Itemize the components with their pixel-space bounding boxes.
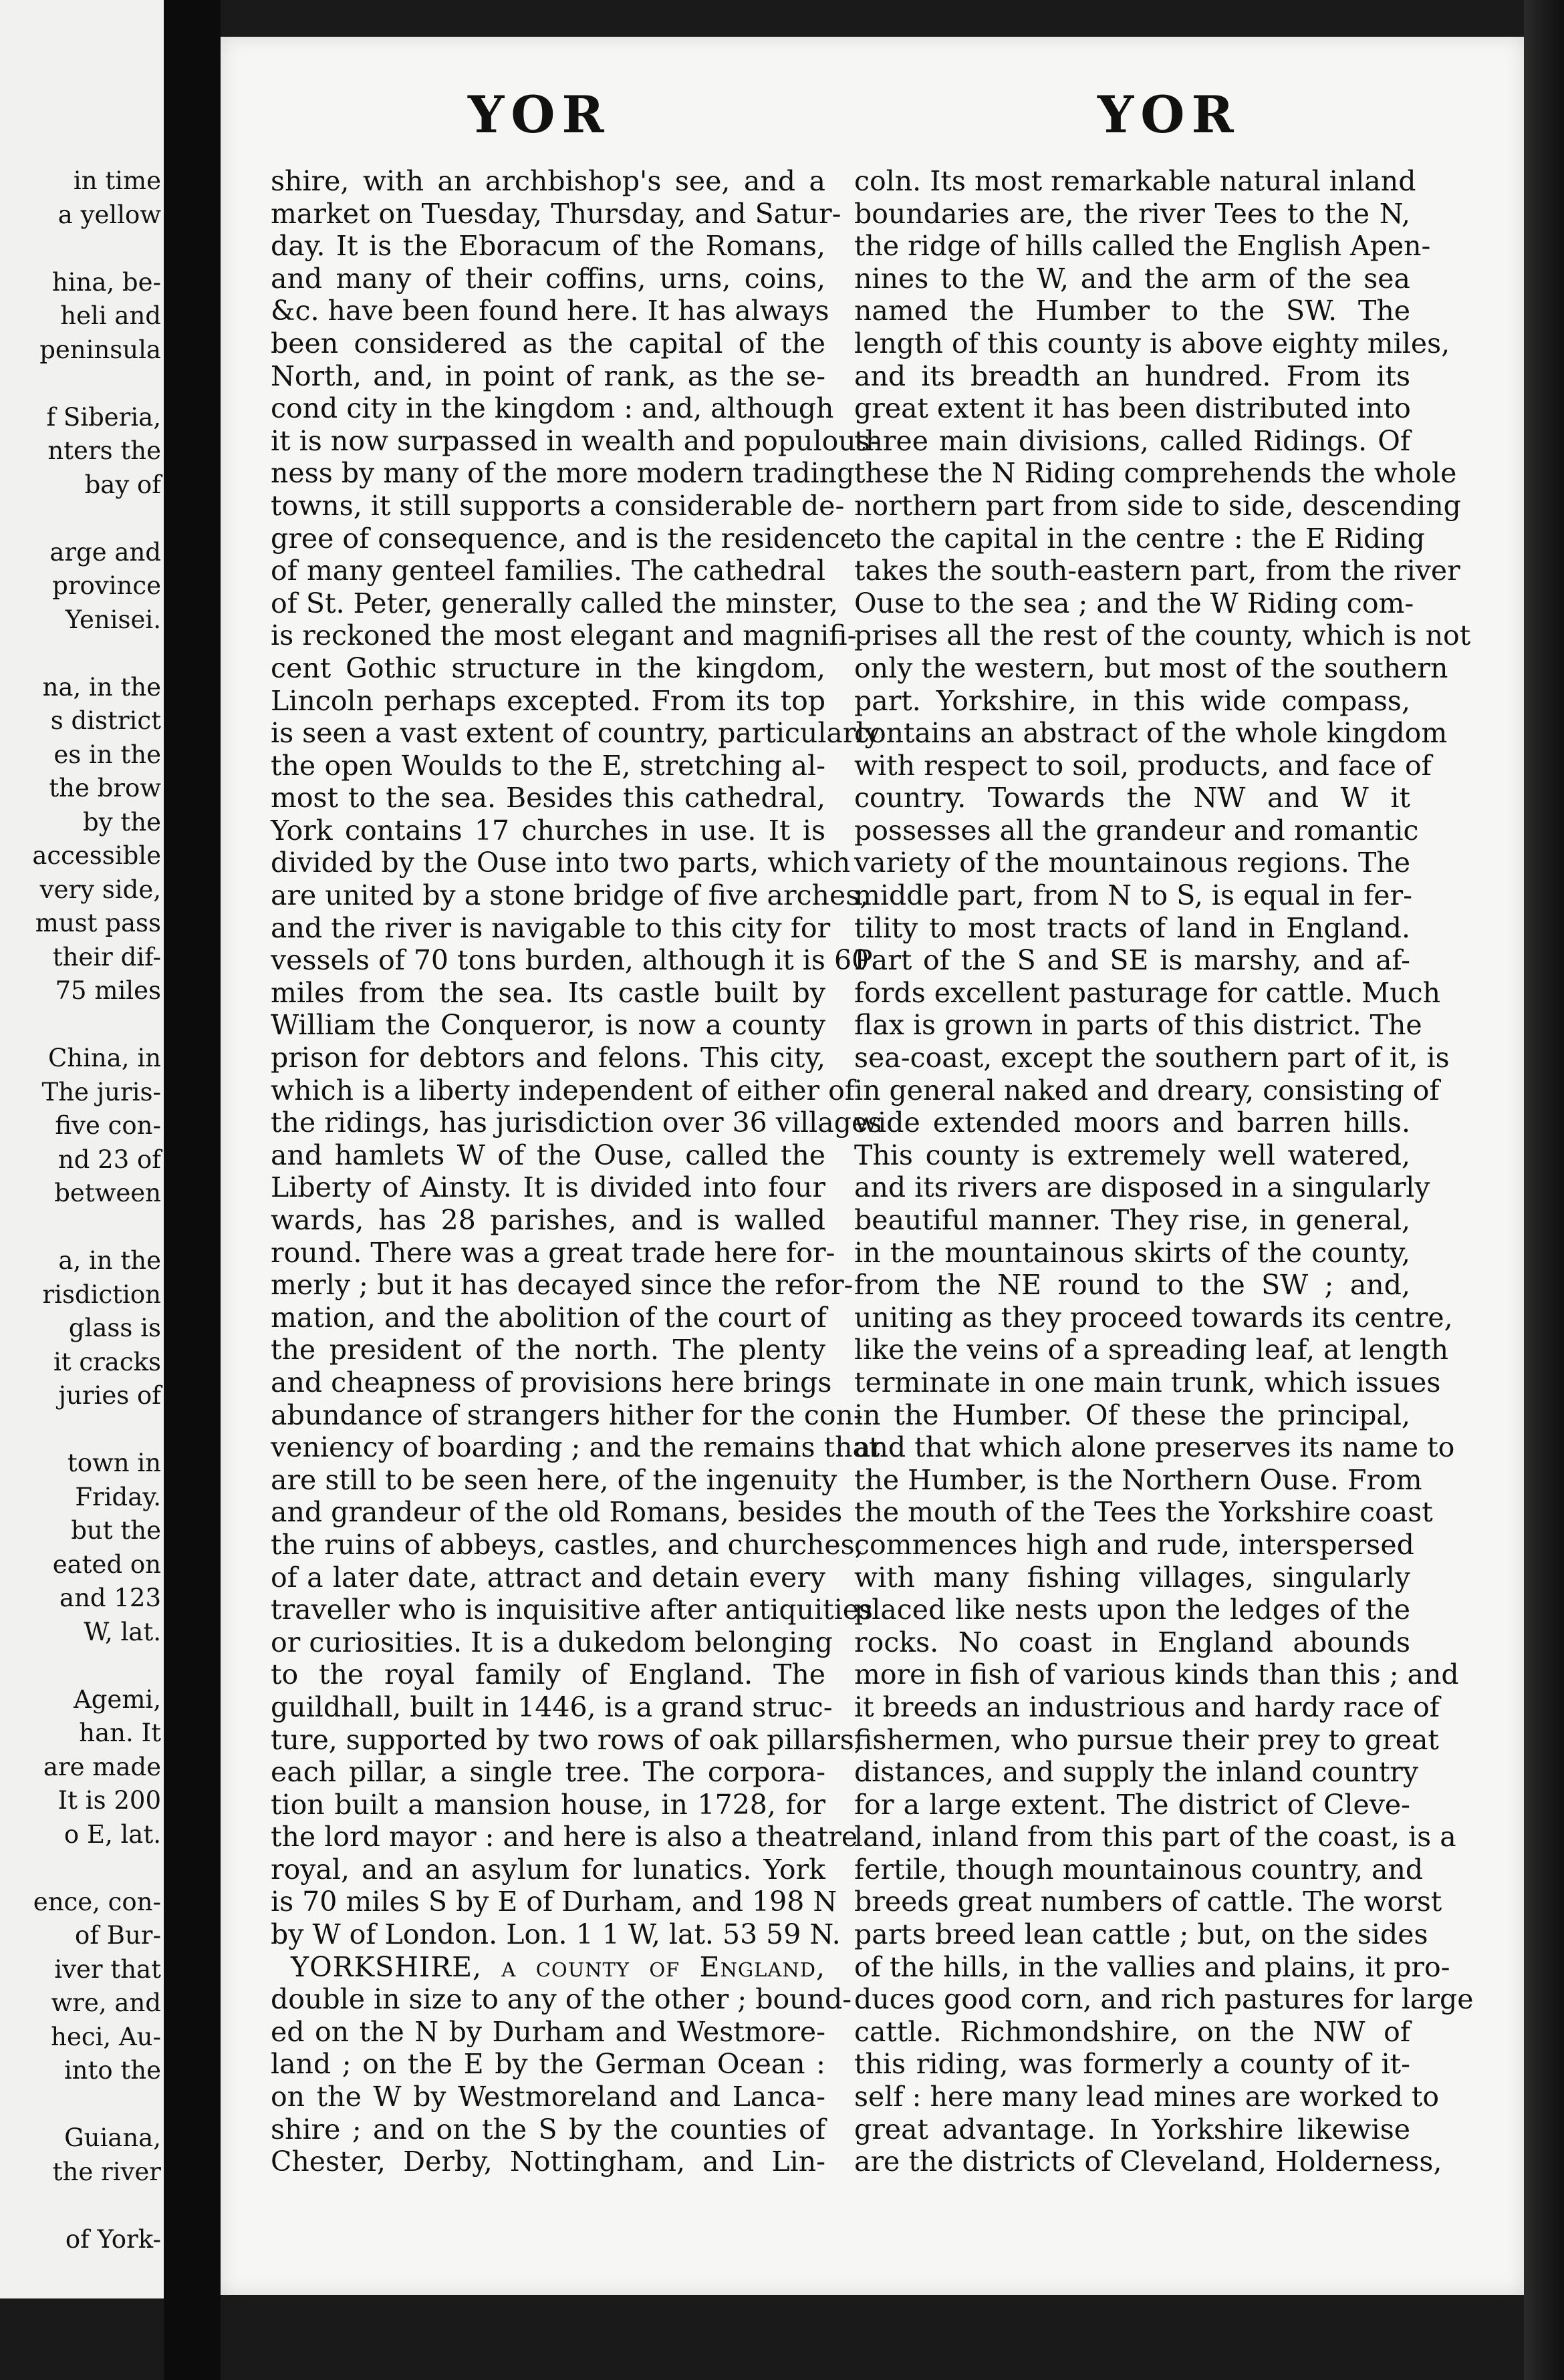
prev-page-line: accessible (32, 841, 161, 870)
text-line: Liberty of Ainsty. It is divided into four (271, 1171, 825, 1204)
text-line: ness by many of the more modern trading (271, 457, 855, 490)
text-line: like the veins of a spreading leaf, at length (854, 1334, 1449, 1366)
text-line: only the western, but most of the southern (854, 651, 1448, 684)
text-line: the president of the north. The plenty (271, 1334, 825, 1366)
prev-page-line: peninsula (39, 335, 161, 364)
text-line: market on Tuesday, Thursday, and Satur- (271, 197, 841, 230)
text-line: sea-coast, except the southern part of it, is (854, 1042, 1450, 1074)
prev-page-line: 75 miles (55, 976, 161, 1005)
text-line: &c. have been found here. It has always (271, 295, 829, 327)
prev-page-line: the river (52, 2157, 161, 2186)
text-line: is 70 miles S by E of Durham, and 198 N (271, 1886, 837, 1918)
text-line: for a large extent. The district of Cleve- (854, 1788, 1410, 1821)
prev-page-line: iver that (54, 1954, 161, 1984)
text-line: northern part from side to side, descending (854, 489, 1461, 522)
text-line: Part of the S and SE is marshy, and af- (854, 944, 1410, 977)
text-line: traveller who is inquisitive after antiquities (271, 1594, 874, 1626)
prev-page-line: Agemi, (74, 1684, 161, 1714)
prev-page-line: o E, lat. (63, 1819, 161, 1849)
text-line: the ruins of abbeys, castles, and churches, (271, 1528, 864, 1561)
text-line: more in fish of various kinds than this ; and (854, 1658, 1459, 1691)
text-line: and the river is navigable to this city for (271, 911, 831, 944)
text-line: tion built a mansion house, in 1728, for (271, 1788, 825, 1821)
text-line: and its rivers are disposed in a singularly (854, 1171, 1430, 1204)
prev-page-line: by the (83, 807, 161, 837)
prev-page-line: na, in the (42, 672, 161, 702)
prev-page-line: Yenisei. (65, 605, 161, 634)
prev-page-line: ence, con- (33, 1887, 161, 1916)
prev-page-line: wre, and (51, 1988, 161, 2017)
prev-page-line: nters the (47, 436, 161, 465)
prev-page-line: but the (71, 1516, 161, 1545)
text-line: distances, and supply the inland country (854, 1756, 1419, 1789)
text-line: YORKSHIRE, a county of England, (291, 1950, 825, 1983)
prev-page-line: It is 200 (57, 1786, 161, 1815)
text-line: fertile, though mountainous country, and (854, 1853, 1424, 1886)
prev-page-line: of York- (65, 2224, 161, 2254)
text-line: wide extended moors and barren hills. (854, 1106, 1410, 1139)
prev-page-line: heli and (60, 301, 161, 330)
text-line: coln. Its most remarkable natural inland (854, 165, 1416, 197)
text-line: great extent it has been distributed into (854, 392, 1411, 425)
previous-page-fragment (0, 0, 164, 2298)
prev-page-line: hina, be- (51, 267, 161, 297)
prev-page-line: town in (67, 1449, 161, 1477)
text-line: of a later date, attract and detain every (271, 1561, 825, 1594)
text-line: fishermen, who pursue their prey to great (854, 1723, 1439, 1756)
text-line: the ridings, has jurisdiction over 36 villages (271, 1106, 882, 1139)
text-line: country. Towards the NW and W it (854, 782, 1410, 814)
text-line: ed on the N by Durham and Westmore- (271, 2015, 825, 2048)
prev-page-line: The juris- (41, 1077, 161, 1106)
prev-page-line: the brow (49, 774, 161, 802)
text-line: vessels of 70 tons burden, although it is 60 (271, 944, 870, 977)
text-line: in the mountainous skirts of the county, (854, 1236, 1410, 1269)
text-line: cond city in the kingdom : and, although (271, 392, 834, 425)
running-head-left: YOR (468, 85, 611, 144)
text-line: cattle. Richmondshire, on the NW of (854, 2015, 1410, 2048)
text-line: cent Gothic structure in the kingdom, (271, 651, 825, 684)
text-line: Ouse to the sea ; and the W Riding com- (854, 587, 1414, 619)
prev-page-line: risdiction (42, 1280, 161, 1309)
text-line: it breeds an industrious and hardy race of (854, 1690, 1440, 1723)
text-line: with respect to soil, products, and face of (854, 749, 1432, 782)
text-line: in the Humber. Of these the principal, (854, 1398, 1410, 1431)
text-line: which is a liberty independent of either of (271, 1074, 855, 1106)
page-edge (1524, 0, 1564, 2380)
prev-page-line: a, in the (58, 1246, 161, 1275)
text-line: guildhall, built in 1446, is a grand struc- (271, 1690, 833, 1723)
text-line: prison for debtors and felons. This city, (271, 1042, 825, 1074)
text-line: is seen a vast extent of country, particularly (271, 717, 880, 750)
text-line: boundaries are, the river Tees to the N, (854, 197, 1410, 230)
text-line: three main divisions, called Ridings. Of (854, 424, 1410, 457)
text-line: nines to the W, and the arm of the sea (854, 262, 1410, 295)
text-line: self : here many lead mines are worked to (854, 2081, 1440, 2113)
text-line: are still to be seen here, of the ingenuity (271, 1463, 837, 1496)
prev-page-line: are made (43, 1752, 161, 1781)
prev-page-line: s district (50, 706, 161, 735)
text-line: great advantage. In Yorkshire likewise (854, 2113, 1410, 2145)
prev-page-line: heci, Au- (51, 2022, 161, 2051)
text-line: North, and, in point of rank, as the se- (271, 359, 825, 392)
prev-page-line: China, in (47, 1044, 161, 1072)
prev-page-line: must pass (35, 909, 161, 937)
text-line: and its breadth an hundred. From its (854, 359, 1410, 392)
text-line: Chester, Derby, Nottingham, and Lin- (271, 2145, 825, 2178)
page (221, 37, 1524, 2295)
text-line: shire, with an archbishop's see, and a (271, 165, 825, 197)
prev-page-line: eated on (52, 1549, 161, 1579)
text-line: part. Yorkshire, in this wide compass, (854, 684, 1410, 717)
prev-page-line: han. It (79, 1719, 161, 1747)
prev-page-line: their dif- (52, 942, 161, 972)
text-line: land ; on the E by the German Ocean : (271, 2048, 825, 2081)
text-line: and many of their coffins, urns, coins, (271, 262, 825, 295)
prev-page-line: into the (63, 2056, 161, 2085)
prev-page-line: in time (73, 166, 161, 195)
prev-page-line: Guiana, (64, 2123, 161, 2152)
text-line: with many fishing villages, singularly (854, 1561, 1410, 1594)
text-line: to the royal family of England. The (271, 1658, 825, 1691)
text-line: duces good corn, and rich pastures for large (854, 1983, 1474, 2016)
text-line: takes the south-eastern part, from the river (854, 555, 1460, 587)
prev-page-line: es in the (53, 740, 161, 769)
text-line: prises all the rest of the county, which is not (854, 619, 1471, 652)
text-line: ture, supported by two rows of oak pillars, (271, 1723, 863, 1756)
text-line: royal, and an asylum for lunatics. York (271, 1853, 825, 1886)
text-line: beautiful manner. They rise, in general, (854, 1204, 1410, 1236)
text-line: mation, and the abolition of the court of (271, 1301, 827, 1334)
prev-page-line: and 123 (59, 1584, 161, 1612)
text-line: and grandeur of the old Romans, besides (271, 1496, 843, 1529)
text-line: and cheapness of provisions here brings (271, 1366, 832, 1398)
text-line: towns, it still supports a considerable de- (271, 489, 845, 522)
text-line: round. There was a great trade here for- (271, 1236, 835, 1269)
text-line: gree of consequence, and is the residence (271, 522, 856, 555)
text-line: from the NE round to the SW ; and, (854, 1269, 1410, 1302)
text-line: flax is grown in parts of this district. The (854, 1009, 1422, 1042)
text-line: and hamlets W of the Ouse, called the (271, 1139, 825, 1171)
prev-page-line: of Bur- (75, 1921, 161, 1950)
text-line: land, inland from this part of the coast, is a (854, 1821, 1456, 1853)
text-line: miles from the sea. Its castle built by (271, 976, 825, 1009)
text-line: by W of London. Lon. 1 1 W, lat. 53 59 N. (271, 1918, 841, 1951)
text-line: York contains 17 churches in use. It is (271, 814, 825, 847)
text-line: day. It is the Eboracum of the Romans, (271, 230, 825, 263)
text-line: terminate in one main trunk, which issues (854, 1366, 1441, 1398)
prev-page-line: province (52, 571, 161, 600)
text-line: middle part, from N to S, is equal in fer- (854, 879, 1413, 912)
text-line: these the N Riding comprehends the whole (854, 457, 1457, 490)
text-line: Lincoln perhaps excepted. From its top (271, 684, 825, 717)
text-line: the open Woulds to the E, stretching al- (271, 749, 825, 782)
text-column-right (854, 165, 1474, 2178)
text-line: the Humber, is the Northern Ouse. From (854, 1463, 1422, 1496)
text-line: it is now surpassed in wealth and populous- (271, 424, 880, 457)
text-line: possesses all the grandeur and romantic (854, 814, 1419, 847)
prev-page-line: bay of (84, 470, 161, 499)
text-line: are united by a stone bridge of five arches, (271, 879, 869, 912)
text-line: of St. Peter, generally called the minster, (271, 587, 838, 619)
text-line: the lord mayor : and here is also a theatre (271, 1821, 858, 1853)
text-line: the ridge of hills called the English Apen- (854, 230, 1431, 263)
text-line: fords excellent pasturage for cattle. Much (854, 976, 1441, 1009)
text-line: named the Humber to the SW. The (854, 295, 1410, 327)
text-line: or curiosities. It is a dukedom belonging (271, 1626, 833, 1658)
text-line: abundance of strangers hither for the con- (271, 1398, 863, 1431)
text-line: each pillar, a single tree. The corpora- (271, 1756, 825, 1789)
prev-page-line: W, lat. (84, 1617, 161, 1646)
text-line: tility to most tracts of land in England. (854, 911, 1410, 944)
text-line: in general naked and dreary, consisting of (854, 1074, 1440, 1106)
text-line: the mouth of the Tees the Yorkshire coast (854, 1496, 1433, 1529)
prev-page-line: f Siberia, (46, 402, 161, 432)
text-line: breeds great numbers of cattle. The worst (854, 1886, 1442, 1918)
prev-page-line: it cracks (53, 1347, 161, 1376)
text-line: and that which alone preserves its name to (854, 1431, 1455, 1464)
running-head-right: YOR (1097, 85, 1241, 144)
prev-page-line: five con- (55, 1111, 161, 1140)
text-line: William the Conqueror, is now a county (271, 1009, 825, 1042)
prev-page-line: Friday. (75, 1482, 161, 1511)
text-line: been considered as the capital of the (271, 327, 825, 359)
text-line: double in size to any of the other ; bound- (271, 1983, 852, 2016)
text-line: divided by the Ouse into two parts, which (271, 847, 851, 879)
text-line: variety of the mountainous regions. The (854, 847, 1410, 879)
book-gutter (164, 0, 221, 2380)
text-line: this riding, was formerly a county of it- (854, 2048, 1410, 2081)
prev-page-line: a yellow (57, 200, 161, 229)
text-line: contains an abstract of the whole kingdom (854, 717, 1448, 750)
text-line: shire ; and on the S by the counties of (271, 2113, 825, 2145)
text-line: wards, has 28 parishes, and is walled (271, 1204, 825, 1236)
text-line: parts breed lean cattle ; but, on the sides (854, 1918, 1428, 1951)
prev-page-line: glass is (68, 1314, 161, 1342)
text-line: are the districts of Cleveland, Holderness, (854, 2145, 1442, 2178)
text-line: is reckoned the most elegant and magnifi- (271, 619, 857, 652)
prev-page-line: very side, (39, 875, 161, 904)
text-line: most to the sea. Besides this cathedral, (271, 782, 825, 814)
text-line: placed like nests upon the ledges of the (854, 1594, 1410, 1626)
text-column-left (271, 165, 882, 2178)
prev-page-line: nd 23 of (57, 1145, 161, 1174)
text-line: veniency of boarding ; and the remains that (271, 1431, 880, 1464)
text-line: length of this county is above eighty miles, (854, 327, 1450, 359)
text-line: commences high and rude, interspersed (854, 1528, 1414, 1561)
text-line: to the capital in the centre : the E Riding (854, 522, 1425, 555)
prev-page-line: arge and (49, 537, 161, 567)
text-line: This county is extremely well watered, (854, 1139, 1410, 1171)
text-line: of the hills, in the vallies and plains, it pro- (854, 1950, 1450, 1983)
text-line: uniting as they proceed towards its centre, (854, 1301, 1453, 1334)
text-line: of many genteel families. The cathedral (271, 555, 825, 587)
text-line: rocks. No coast in England abounds (854, 1626, 1410, 1658)
text-line: on the W by Westmoreland and Lanca- (271, 2081, 825, 2113)
prev-page-line: between (54, 1179, 161, 1207)
text-line: merly ; but it has decayed since the refor- (271, 1269, 854, 1302)
prev-page-line: juries of (58, 1381, 161, 1410)
